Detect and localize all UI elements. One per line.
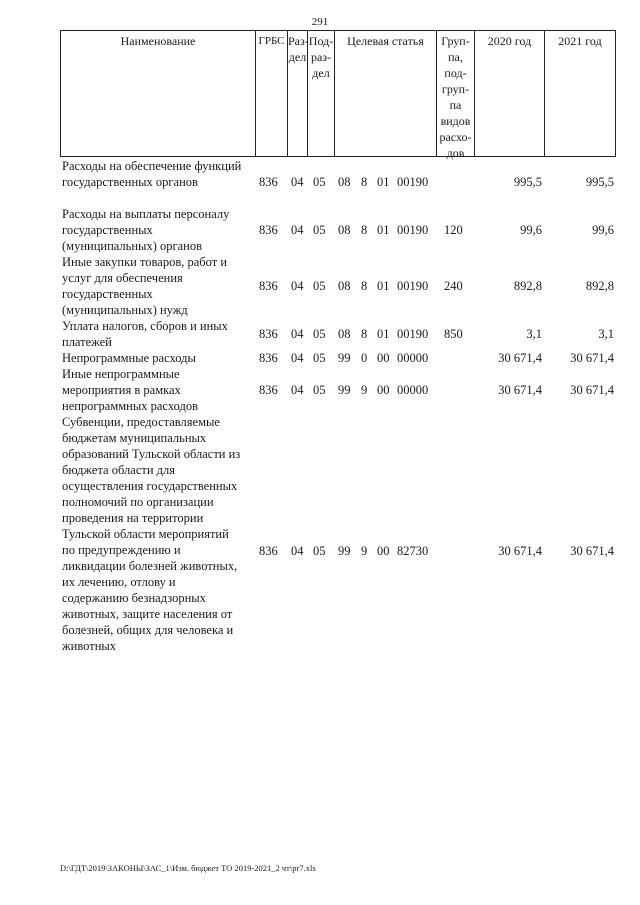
row-5-name-line: Иные непрограммные: [62, 367, 180, 381]
header-name: [60, 30, 255, 157]
row-3-c3: 01: [377, 327, 390, 341]
row-3-c2: 8: [361, 327, 368, 341]
row-5-grbs: 836: [259, 383, 278, 397]
row-5-c3: 00: [377, 383, 390, 397]
row-1-c4: 00190: [397, 223, 429, 237]
header-target: [334, 30, 436, 157]
row-0-name-line: Расходы на обеспечение функций: [62, 159, 242, 173]
row-2-name-line: государственных: [62, 287, 153, 301]
row-4-rz: 04: [291, 351, 304, 365]
row-6-name-line: Тульской области мероприятий: [62, 527, 229, 541]
table-row-3-name: [62, 318, 254, 350]
header-group-l6: видов: [440, 114, 471, 128]
row-0-c2: 8: [361, 175, 368, 189]
header-2020-label: 2020 год: [487, 34, 532, 48]
header-group-l2: па,: [448, 50, 463, 64]
row-2-c4: 00190: [397, 279, 429, 293]
row-6-name-line: осуществления государственных: [62, 479, 238, 493]
row-1-name-line: Расходы на выплаты персоналу: [62, 207, 230, 221]
row-6-pr: 05: [313, 544, 326, 558]
row-5-2020: 30 671,4: [498, 383, 542, 397]
row-0-name-line: государственных органов: [62, 175, 198, 189]
header-2021-label: 2021 год: [558, 34, 602, 48]
row-2-c3: 01: [377, 279, 390, 293]
row-6-name-line: Субвенции, предоставляемые: [62, 415, 220, 429]
row-2-name-line: Иные закупки товаров, работ и: [62, 255, 228, 269]
row-3-pr: 05: [313, 327, 326, 341]
row-4-c1: 99: [338, 351, 351, 365]
page-number: 291: [311, 16, 329, 28]
header-podrazdel-l2: раз-: [310, 50, 332, 64]
row-1-rz: 04: [291, 223, 304, 237]
table-row-6-name: [62, 414, 254, 654]
row-2-c1: 08: [338, 279, 351, 293]
row-0-pr: 05: [313, 175, 326, 189]
row-3-grbs: 836: [259, 327, 278, 341]
row-6-c2: 9: [361, 544, 368, 558]
row-5-name-line: непрограммных расходов: [62, 399, 198, 413]
row-0-2021: 995,5: [585, 175, 614, 189]
row-2-pr: 05: [313, 279, 326, 293]
row-3-rz: 04: [291, 327, 304, 341]
header-razdel-l1: Раз-: [288, 34, 309, 48]
row-4-grbs: 836: [259, 351, 278, 365]
row-4-c4: 00000: [397, 351, 429, 365]
header-podrazdel: [307, 30, 334, 157]
row-6-name-line: животных: [62, 639, 117, 653]
table-row-2-name: [62, 254, 254, 318]
row-0-c1: 08: [338, 175, 351, 189]
header-grbs-label: ГРБС: [258, 35, 285, 47]
row-4-pr: 05: [313, 351, 326, 365]
row-4-c2: 0: [361, 351, 368, 365]
row-3-name-line: Уплата налогов, сборов и иных: [62, 319, 228, 333]
row-1-name-line: государственных: [62, 223, 153, 237]
row-5-c4: 00000: [397, 383, 429, 397]
row-0-grbs: 836: [259, 175, 278, 189]
header-group-l1: Груп-: [441, 34, 470, 48]
header-group-l5: па: [449, 98, 462, 112]
row-1-grbs: 836: [259, 223, 278, 237]
row-5-c2: 9: [361, 383, 368, 397]
row-6-c3: 00: [377, 544, 390, 558]
table-row-4-name: [62, 350, 254, 366]
row-6-c1: 99: [338, 544, 351, 558]
row-6-name-line: образований Тульской области из: [62, 447, 241, 461]
row-0-2020: 995,5: [513, 175, 542, 189]
row-6-name-line: проведения на территории: [62, 511, 204, 525]
row-4-name-line: Непрограммные расходы: [62, 351, 196, 365]
row-2-2021: 892,8: [585, 279, 614, 293]
row-2-2020: 892,8: [513, 279, 542, 293]
header-2021: [544, 30, 616, 157]
row-0-rz: 04: [291, 175, 304, 189]
row-1-name-line: (муниципальных) органов: [62, 239, 203, 253]
table-row-1-name: [62, 206, 254, 254]
row-5-2021: 30 671,4: [570, 383, 614, 397]
row-6-name-line: животных, защите населения от: [62, 607, 233, 621]
row-1-c3: 01: [377, 223, 390, 237]
row-6-c4: 82730: [397, 544, 429, 558]
row-2-rz: 04: [291, 279, 304, 293]
row-3-2020: 3,1: [526, 327, 542, 341]
row-3-c1: 08: [338, 327, 351, 341]
header-group-l7: расхо-: [439, 130, 472, 144]
row-1-2021: 99,6: [592, 223, 614, 237]
row-0-c3: 01: [377, 175, 390, 189]
row-4-2021: 30 671,4: [570, 351, 614, 365]
header-group-l8: дов: [446, 146, 465, 160]
row-2-name-line: услуг для обеспечения: [62, 271, 183, 285]
row-2-c2: 8: [361, 279, 368, 293]
header-target-label: Целевая статья: [347, 34, 424, 48]
row-6-rz: 04: [291, 544, 304, 558]
table-row-5-name: [62, 366, 254, 414]
header-podrazdel-l1: Под-: [308, 34, 334, 48]
row-6-2020: 30 671,4: [498, 544, 542, 558]
row-5-pr: 05: [313, 383, 326, 397]
row-3-c4: 00190: [397, 327, 429, 341]
header-razdel-l2: дел: [288, 50, 307, 64]
row-4-c3: 00: [377, 351, 390, 365]
header-group-l4: груп-: [441, 82, 470, 96]
row-6-name-line: бюджета области для: [62, 463, 175, 477]
row-6-2021: 30 671,4: [570, 544, 614, 558]
row-6-grbs: 836: [259, 544, 278, 558]
row-1-pr: 05: [313, 223, 326, 237]
row-6-name-line: по предупреждению и: [62, 543, 181, 557]
row-3-2021: 3,1: [598, 327, 614, 341]
row-2-grbs: 836: [259, 279, 278, 293]
row-3-vr: 850: [444, 327, 463, 341]
row-6-name-line: полномочий по организации: [62, 495, 214, 509]
table-row-0-name: [62, 158, 254, 190]
row-2-name-line: (муниципальных) нужд: [62, 303, 188, 317]
row-0-c4: 00190: [397, 175, 429, 189]
row-3-name-line: платежей: [62, 335, 112, 349]
row-5-name-line: мероприятия в рамках: [62, 383, 181, 397]
header-podrazdel-l3: дел: [312, 66, 330, 80]
row-2-vr: 240: [444, 279, 463, 293]
row-1-2020: 99,6: [520, 223, 542, 237]
header-razdel: [287, 30, 307, 157]
header-group-l3: под-: [444, 66, 467, 80]
row-6-name-line: болезней, общих для человека и: [62, 623, 234, 637]
row-1-c1: 08: [338, 223, 351, 237]
row-1-vr: 120: [444, 223, 463, 237]
row-4-2020: 30 671,4: [498, 351, 542, 365]
header-grbs: [255, 30, 287, 157]
footer-file-path: D:\ГДТ\2019\ЗАКОНЫ\ЗАС_1\Изм. бюджет ТО 2019-2021_2 чт\pr7.xls: [60, 863, 316, 873]
row-5-c1: 99: [338, 383, 351, 397]
header-2020: [474, 30, 544, 157]
row-1-c2: 8: [361, 223, 368, 237]
header-name-label: Наименование: [120, 34, 196, 48]
header-group: [436, 30, 474, 160]
row-5-rz: 04: [291, 383, 304, 397]
row-6-name-line: ликвидации болезней животных,: [62, 559, 238, 573]
row-6-name-line: их лечению, отлову и: [62, 575, 176, 589]
row-6-name-line: содержанию безнадзорных: [62, 591, 206, 605]
row-6-name-line: бюджетам муниципальных: [62, 431, 207, 445]
